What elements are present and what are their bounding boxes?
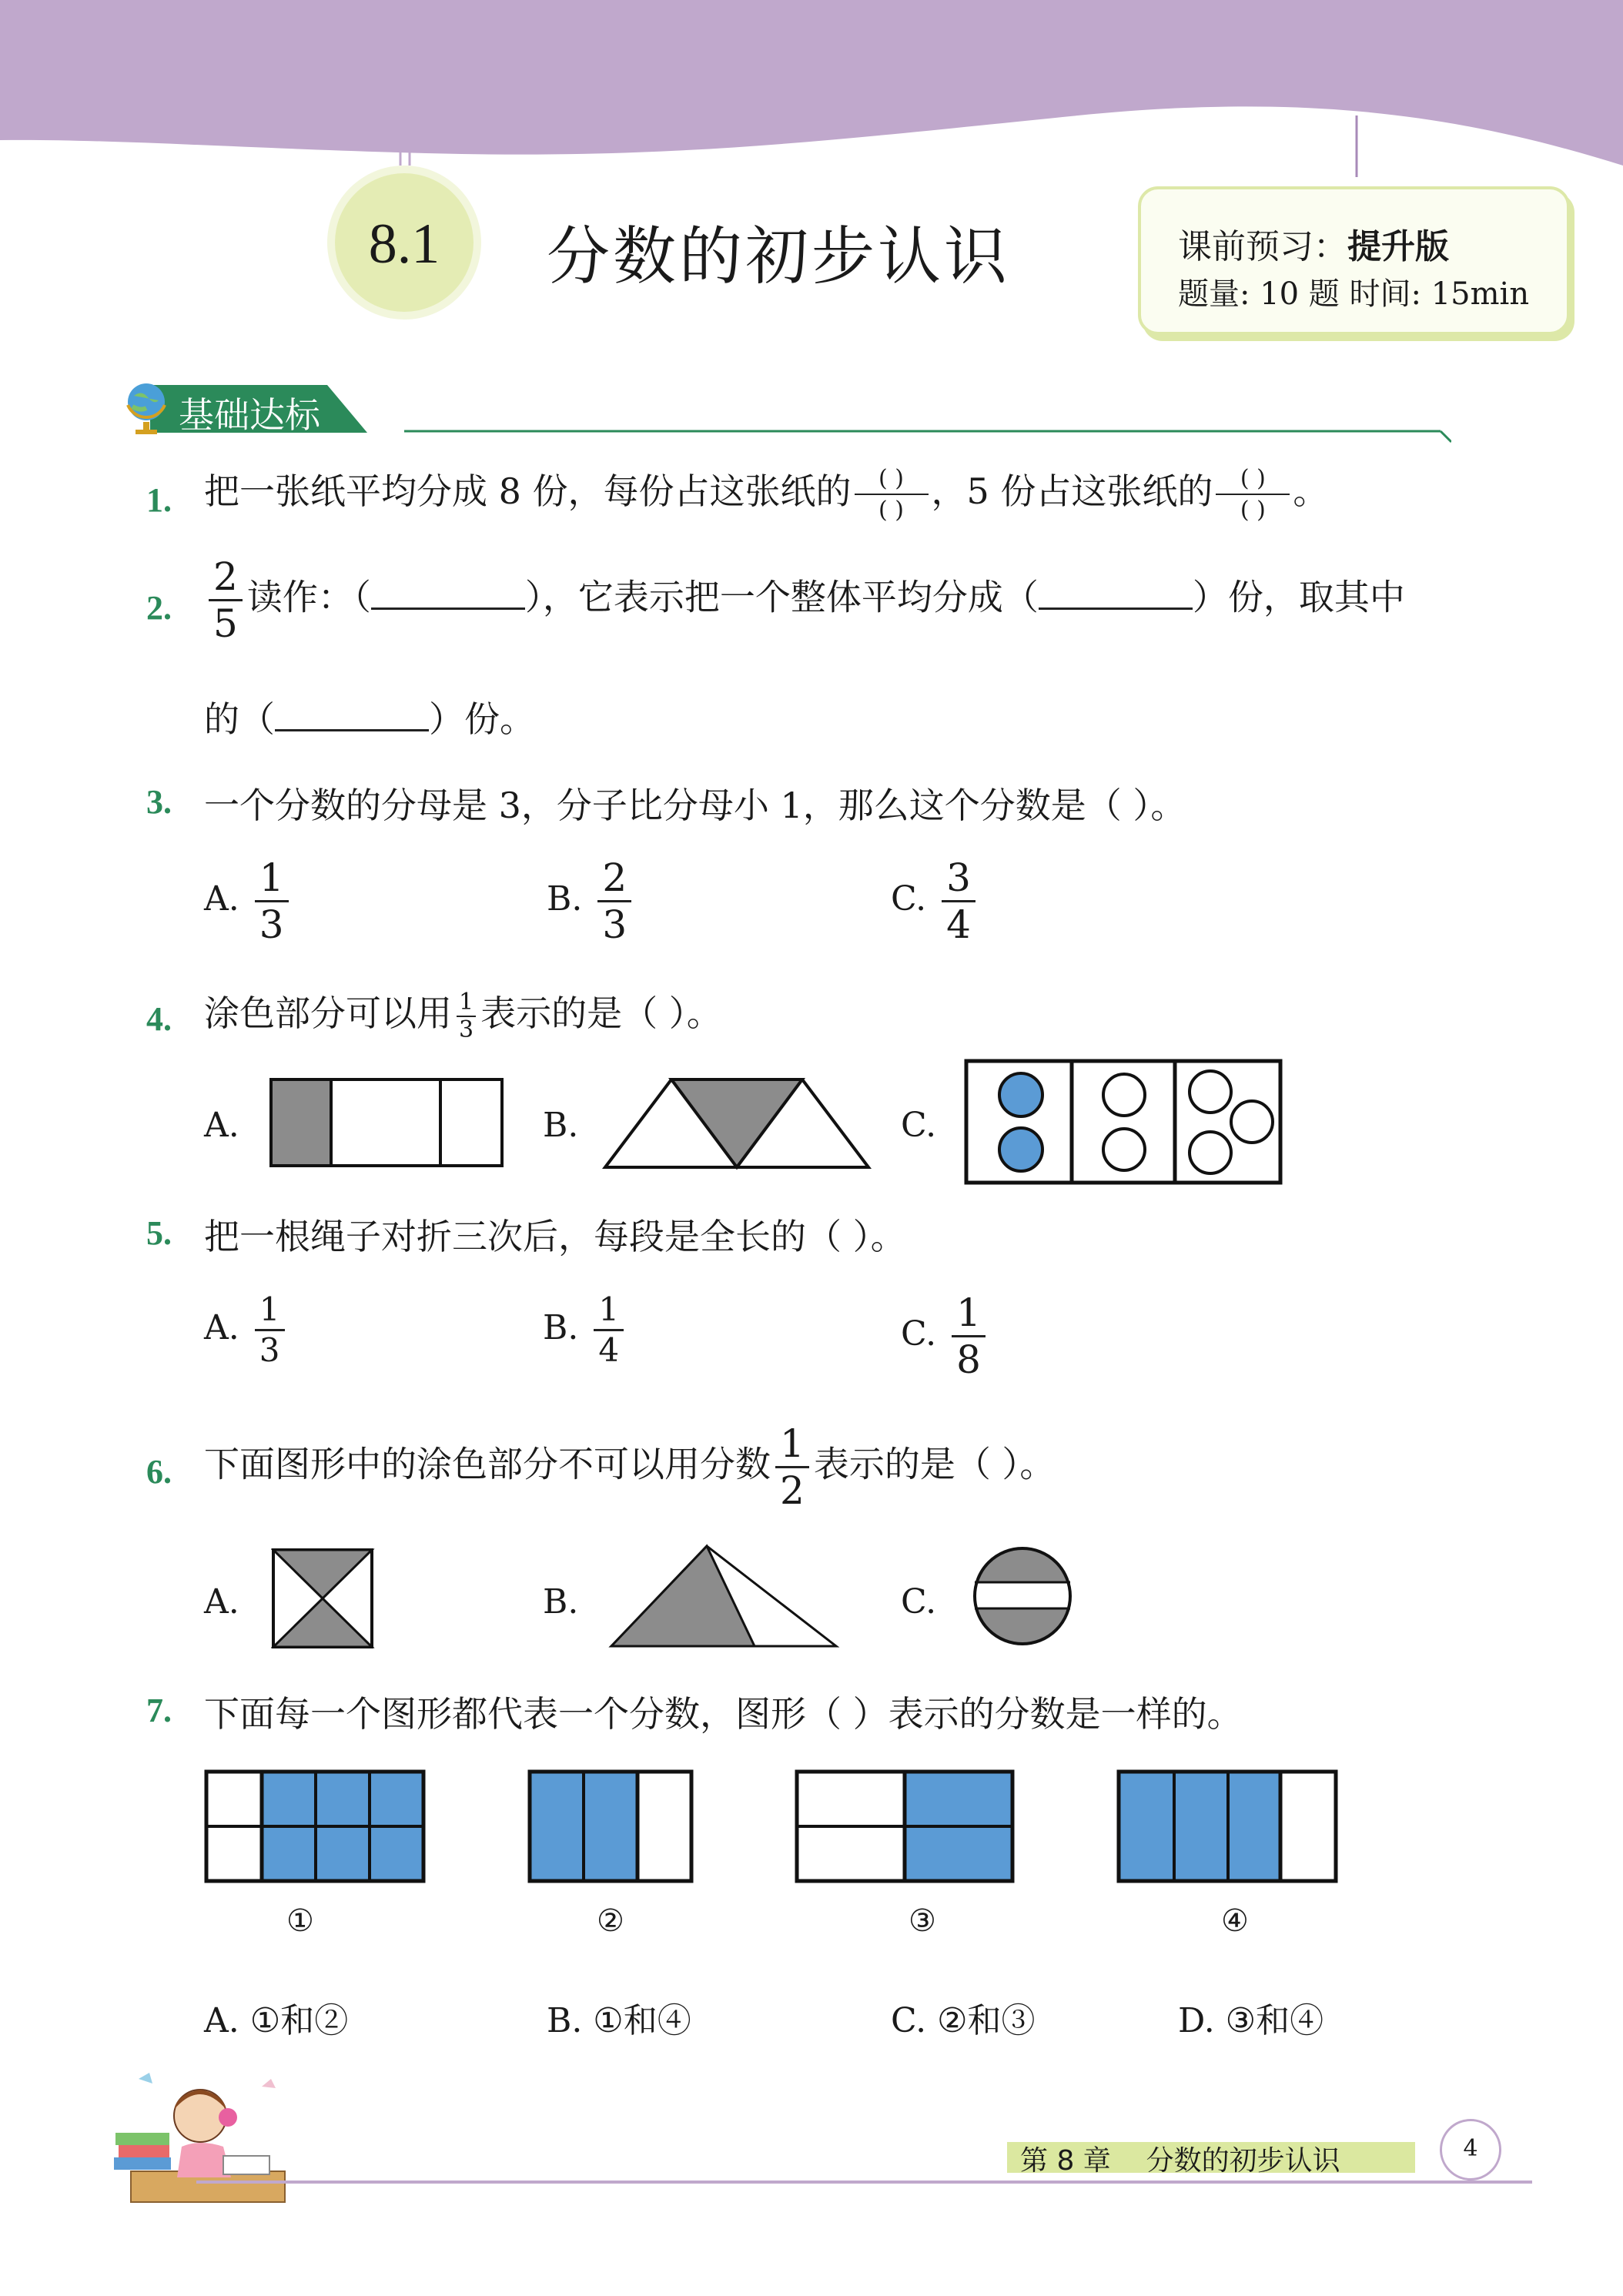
page-number: 4 [1463,2135,1478,2162]
section-tag: 基础达标 [179,394,320,436]
q7-text: 下面每一个图形都代表一个分数，图形（ ）表示的分数是一样的。 [204,1693,1243,1735]
q7-option-b[interactable]: B. ①和④ [547,2001,691,2040]
q7-option-d[interactable]: D. ③和④ [1178,2001,1324,2040]
q7-figure-label-2: ② [597,1903,624,1939]
q5-option-b[interactable]: B. $\frac{1}{4}$ [543,1294,628,1367]
q4-text: 涂色部分可以用 $\frac{1}{3}$ 表示的是（ ）。 [204,989,722,1043]
q2-text-line2: 的（ ）份。 [204,698,535,740]
preview-label: 课前预习： [1178,227,1347,266]
q6-figure-a[interactable] [271,1548,376,1651]
q7-number: 7. [146,1692,172,1729]
q7-figure-4[interactable] [1116,1769,1340,1885]
q4-figure-c[interactable] [964,1059,1284,1186]
q5-number: 5. [146,1214,172,1252]
q4-fraction: $\frac{1}{3}$ [457,991,476,1042]
q2-fraction: $\frac{2}{5}$ [209,557,243,643]
q2-blank-read[interactable] [371,580,525,610]
q2-blank-take[interactable] [275,701,429,731]
q2-text: $\frac{2}{5}$ 读作：（ ），它表示把一个整体平均分成（ ）份，取其中 [204,557,1405,643]
q2-blank-parts[interactable] [1039,580,1193,610]
q4-label-a: A. [204,1106,239,1145]
q7-figure-1[interactable] [204,1769,427,1885]
q6-figure-b[interactable] [608,1543,841,1649]
section-number-badge [327,166,481,320]
page-number-badge [1440,2119,1501,2181]
q7-figure-2[interactable] [527,1769,695,1885]
q7-figure-label-3: ③ [909,1903,936,1939]
q4-number: 4. [146,1000,172,1038]
q7-figure-label-4: ④ [1221,1903,1249,1939]
q5-text: 把一根绳子对折三次后，每段是全长的（ ）。 [204,1216,906,1257]
q3-option-c[interactable]: C. $\frac{3}{4}$ [891,858,980,944]
q7-figure-3[interactable] [795,1769,1016,1885]
q1-answer-blank-1[interactable]: ( ) ( ) [855,465,929,524]
q3-number: 3. [146,783,172,821]
q6-text: 下面图形中的涂色部分不可以用分数 $\frac{1}{2}$ 表示的是（ ）。 [204,1421,1056,1513]
q7-figure-label-1: ① [286,1903,314,1939]
q6-label-a: A. [204,1582,239,1622]
q3-text: 一个分数的分母是 3，分子比分母小 1，那么这个分数是（ ）。 [204,785,1186,826]
section-number: 8.1 [368,213,440,276]
q1-number: 1. [146,481,172,519]
q3-option-b[interactable]: B. $\frac{2}{3}$ [547,858,636,944]
header-band [0,0,1623,177]
q4-label-b: B. [543,1106,579,1145]
q7-option-a[interactable]: A. ①和② [204,2001,349,2040]
footer-line [196,2181,1532,2184]
page-title: 分数的初步认识 [547,220,1011,293]
quantity-line: 题量: 10 题 时间: 15min [1178,276,1530,312]
q5-option-a[interactable]: A. $\frac{1}{3}$ [204,1294,289,1367]
q1-text: 把一张纸平均分成 8 份，每份占这张纸的 ( ) ( ) ，5 份占这张纸的 ( ) ( ) 。 [204,465,1329,524]
q3-option-a[interactable]: A. $\frac{1}{3}$ [204,858,293,944]
globe-icon [123,379,169,440]
q4-label-c: C. [901,1106,937,1145]
q6-figure-c[interactable] [970,1544,1075,1648]
q4-figure-b[interactable] [602,1076,872,1170]
student-illustration [108,2048,323,2210]
preview-box [1138,186,1570,335]
q1-answer-blank-2[interactable]: ( ) ( ) [1216,465,1290,524]
q4-figure-a[interactable] [269,1078,508,1169]
q2-number: 2. [146,589,172,627]
q5-option-c[interactable]: C. $\frac{1}{8}$ [901,1294,990,1379]
q6-fraction: $\frac{1}{2}$ [775,1424,809,1510]
q6-number: 6. [146,1453,172,1491]
q6-label-c: C. [901,1582,937,1622]
footer-chapter: 第 8 章 分数的初步认识 [1020,2145,1340,2177]
preview-level: 提升版 [1347,227,1449,266]
q6-label-b: B. [543,1582,579,1622]
q7-option-c[interactable]: C. ②和③ [891,2001,1036,2040]
